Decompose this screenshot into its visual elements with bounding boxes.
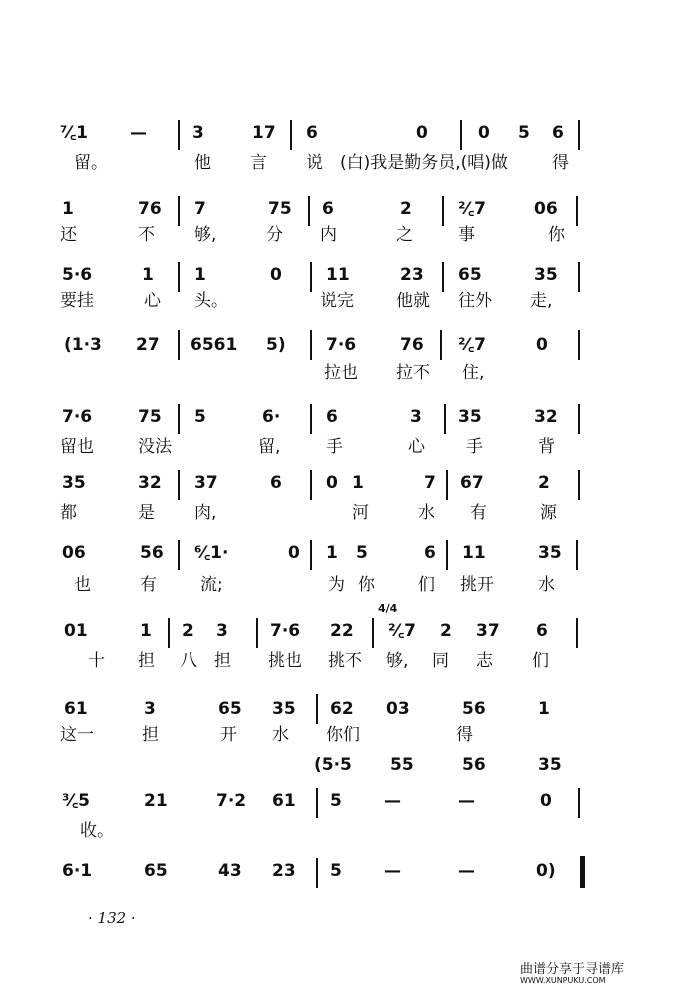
note: 1 — [140, 621, 152, 641]
lyric: 你们 — [326, 725, 360, 745]
note: ²⁄꜀7 — [458, 335, 486, 355]
note: 11 — [326, 265, 350, 285]
barline — [178, 120, 180, 150]
staff-1 — [0, 120, 680, 200]
lyric: 都 — [60, 503, 77, 523]
note: 56 — [462, 699, 486, 719]
lyric: 担 — [142, 725, 159, 745]
note: ²⁄꜀7 — [458, 199, 486, 219]
lyric: 手 — [466, 437, 483, 457]
note: 06 — [62, 543, 86, 563]
note: — — [384, 861, 401, 881]
lyric: 你 — [548, 225, 565, 245]
lyric: 有 — [470, 503, 487, 523]
lyric: 这一 — [60, 725, 94, 745]
note: 1 — [352, 473, 364, 493]
lyric: 心 — [408, 437, 425, 457]
lyric: 你 — [358, 575, 375, 595]
note: 62 — [330, 699, 354, 719]
lyric: 还 — [60, 225, 77, 245]
note: 7 — [194, 199, 206, 219]
note: 6 — [424, 543, 436, 563]
note: 75 — [138, 407, 162, 427]
note: 7·2 — [216, 791, 247, 811]
note: 65 — [144, 861, 168, 881]
lyric: (白)我是勤务员,(唱)做 — [340, 153, 508, 173]
lyric: 同 — [432, 651, 449, 671]
lyric: 担 — [214, 651, 231, 671]
lyric: 挑不 — [328, 651, 362, 671]
note: — — [130, 123, 147, 143]
note: 1 — [194, 265, 206, 285]
lyric: 有 — [140, 575, 157, 595]
lyric: 志 — [476, 651, 493, 671]
note: 0 — [288, 543, 300, 563]
note: 35 — [538, 543, 562, 563]
note: 2 — [538, 473, 550, 493]
note: 75 — [268, 199, 292, 219]
lyric: 说完 — [320, 291, 354, 311]
note: 76 — [400, 335, 424, 355]
note: 23 — [272, 861, 296, 881]
note: 6 — [552, 123, 564, 143]
lyric: 分 — [266, 225, 283, 245]
lyric: 要挂 — [60, 291, 94, 311]
lyric: 挑也 — [268, 651, 302, 671]
lyric: 他 — [194, 153, 211, 173]
lyric: 八 — [180, 651, 197, 671]
staff-4 — [0, 330, 680, 410]
lyric: 水 — [272, 725, 289, 745]
barline — [578, 330, 580, 360]
barline — [308, 196, 310, 226]
lyric: 肉, — [194, 503, 217, 523]
lyric: 们 — [532, 651, 549, 671]
note: 03 — [386, 699, 410, 719]
barline — [578, 470, 580, 500]
lyric: 也 — [74, 575, 91, 595]
note: 22 — [330, 621, 354, 641]
note: 17 — [252, 123, 276, 143]
note: 6561 — [190, 335, 238, 355]
barline — [372, 618, 374, 648]
lyric: 言 — [250, 153, 267, 173]
lyric: 水 — [538, 575, 555, 595]
note: 5 — [194, 407, 206, 427]
watermark-url: WWW.XUNPUKU.COM — [520, 976, 606, 985]
note: 2 — [440, 621, 452, 641]
note: 0 — [536, 335, 548, 355]
note: 6 — [322, 199, 334, 219]
barline — [310, 404, 312, 434]
note: 0 — [326, 473, 338, 493]
note: — — [458, 861, 475, 881]
barline — [444, 404, 446, 434]
lyric: 心 — [144, 291, 161, 311]
note: 2 — [182, 621, 194, 641]
note: 7·6 — [326, 335, 357, 355]
lyric: 担 — [138, 651, 155, 671]
barline — [578, 120, 580, 150]
staff-7 — [0, 540, 680, 620]
barline — [310, 540, 312, 570]
barline — [290, 120, 292, 150]
barline — [178, 404, 180, 434]
lyric: 内 — [320, 225, 337, 245]
barline — [578, 262, 580, 292]
note: 5 — [330, 791, 342, 811]
barline — [576, 540, 578, 570]
final-barline — [580, 856, 585, 888]
lyric: 背 — [538, 437, 555, 457]
barline — [440, 330, 442, 360]
staff-6 — [0, 470, 680, 550]
note: 65 — [458, 265, 482, 285]
barline — [578, 788, 580, 818]
note: 3 — [410, 407, 422, 427]
barline — [576, 618, 578, 648]
lyric: 他就 — [396, 291, 430, 311]
barline — [310, 470, 312, 500]
lyric: 留, — [258, 437, 281, 457]
note: 3 — [144, 699, 156, 719]
lyric: 事 — [458, 225, 475, 245]
barline — [178, 196, 180, 226]
note: 7 — [424, 473, 436, 493]
time-signature: 4/4 — [378, 602, 398, 615]
note: — — [458, 791, 475, 811]
note: 6·1 — [62, 861, 93, 881]
barline — [256, 618, 258, 648]
note: 67 — [460, 473, 484, 493]
note: 3 — [216, 621, 228, 641]
barline — [316, 788, 318, 818]
note: 1 — [142, 265, 154, 285]
lyric: 收。 — [80, 821, 114, 841]
barline — [446, 470, 448, 500]
note: 5 — [518, 123, 530, 143]
note: 11 — [462, 543, 486, 563]
lyric: 得 — [552, 153, 569, 173]
barline — [168, 618, 170, 648]
lyric: 留。 — [74, 153, 108, 173]
note: 6 — [326, 407, 338, 427]
barline — [310, 262, 312, 292]
note: ⁶⁄꜀1· — [194, 543, 229, 563]
note: 37 — [194, 473, 218, 493]
note: 7·6 — [62, 407, 93, 427]
note: 6 — [270, 473, 282, 493]
staff-8 — [0, 618, 680, 698]
barline — [178, 262, 180, 292]
note: 3 — [192, 123, 204, 143]
barline — [578, 404, 580, 434]
barline — [576, 196, 578, 226]
lyric: 们 — [418, 575, 435, 595]
page-number: · 132 · — [88, 909, 136, 927]
note: 21 — [144, 791, 168, 811]
note: ³⁄꜀5 — [62, 791, 90, 811]
lyric: 挑开 — [460, 575, 494, 595]
note: 55 — [390, 755, 414, 775]
note: (1·3 — [64, 335, 102, 355]
lyric: 拉也 — [324, 363, 358, 383]
lyric: 河 — [352, 503, 369, 523]
barline — [446, 540, 448, 570]
lyric: 十 — [88, 651, 105, 671]
lyric: 是 — [138, 503, 155, 523]
barline — [316, 694, 318, 724]
note: 35 — [538, 755, 562, 775]
lyric: 住, — [462, 363, 485, 383]
note: 06 — [534, 199, 558, 219]
lyric: 源 — [540, 503, 557, 523]
watermark-text: 曲谱分享于寻谱库 — [520, 962, 625, 977]
lyric: 得 — [456, 725, 473, 745]
note: 35 — [272, 699, 296, 719]
note: 2 — [400, 199, 412, 219]
lyric: 走, — [530, 291, 553, 311]
lyric: 之 — [396, 225, 413, 245]
barline — [178, 330, 180, 360]
note: 7·6 — [270, 621, 301, 641]
note: 56 — [462, 755, 486, 775]
note: 01 — [64, 621, 88, 641]
note: 37 — [476, 621, 500, 641]
lyric: 拉不 — [396, 363, 430, 383]
note: 1 — [62, 199, 74, 219]
lyric: 没法 — [138, 437, 172, 457]
note: 1 — [538, 699, 550, 719]
lyric: 手 — [326, 437, 343, 457]
barline — [310, 330, 312, 360]
lyric: 开 — [220, 725, 237, 745]
barline — [316, 858, 318, 888]
lyric: 往外 — [458, 291, 492, 311]
barline — [178, 470, 180, 500]
lyric: 为 — [328, 575, 345, 595]
barline — [460, 120, 462, 150]
note: ²⁄꜀7 — [388, 621, 416, 641]
note: 27 — [136, 335, 160, 355]
note: 56 — [140, 543, 164, 563]
note: 5·6 — [62, 265, 93, 285]
note: 6· — [262, 407, 281, 427]
note: 5) — [266, 335, 286, 355]
note: — — [384, 791, 401, 811]
note: 23 — [400, 265, 424, 285]
lyric: 够, — [194, 225, 217, 245]
note: 5 — [356, 543, 368, 563]
note: 65 — [218, 699, 242, 719]
staff-11 — [0, 786, 680, 866]
note: 61 — [64, 699, 88, 719]
note: 5 — [330, 861, 342, 881]
note: 35 — [458, 407, 482, 427]
note: 0 — [540, 791, 552, 811]
staff-10 — [0, 754, 680, 778]
note: 0 — [270, 265, 282, 285]
note: 76 — [138, 199, 162, 219]
lyric: 水 — [418, 503, 435, 523]
lyric: 头。 — [194, 291, 228, 311]
note: 6 — [536, 621, 548, 641]
lyric: 够, — [386, 651, 409, 671]
barline — [442, 196, 444, 226]
note: 0 — [478, 123, 490, 143]
note: 35 — [534, 265, 558, 285]
note: 0 — [416, 123, 428, 143]
note: 32 — [534, 407, 558, 427]
barline — [178, 540, 180, 570]
note: 0) — [536, 861, 556, 881]
barline — [442, 262, 444, 292]
note: (5·5 — [314, 755, 352, 775]
lyric: 说 — [306, 153, 323, 173]
note: 43 — [218, 861, 242, 881]
lyric: 留也 — [60, 437, 94, 457]
note: 32 — [138, 473, 162, 493]
note: ⁷⁄꜀1 — [60, 123, 88, 143]
lyric: 不 — [138, 225, 155, 245]
note: 6 — [306, 123, 318, 143]
note: 61 — [272, 791, 296, 811]
note: 35 — [62, 473, 86, 493]
lyric: 流; — [200, 575, 223, 595]
note: 1 — [326, 543, 338, 563]
